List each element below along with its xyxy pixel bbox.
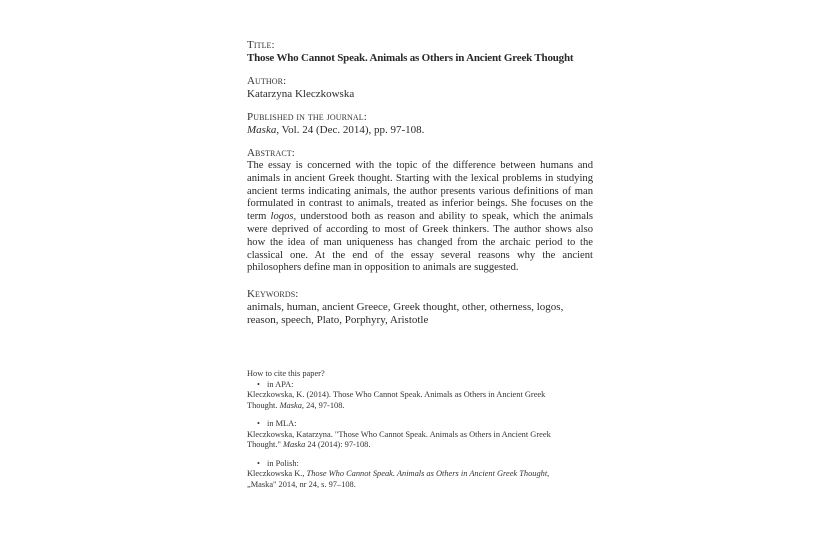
keywords-section xyxy=(247,288,593,327)
metadata-column xyxy=(247,39,593,327)
journal-citation xyxy=(247,124,593,137)
journal-name: Maska xyxy=(247,124,277,136)
abstract-body xyxy=(247,160,593,275)
author-section xyxy=(247,75,593,101)
abstract-label: Abstract: xyxy=(247,147,295,159)
citation-apa-label: • in APA: xyxy=(257,379,294,389)
abstract-section xyxy=(247,147,593,275)
bullet-icon: • xyxy=(257,379,260,389)
citation-mla-label: • in MLA: xyxy=(257,419,297,428)
citation-mla-text: Kleczkowska, Katarzyna. "Those Who Cannot Speak. Animals as Others in Ancient Greek Thought." Maska 24 (2014): 97-108. xyxy=(247,429,551,449)
journal-section xyxy=(247,111,593,137)
paper-title: Those Who Cannot Speak. Animals as Others in Ancient Greek Thought xyxy=(247,52,574,64)
author-label: Author: xyxy=(247,75,287,87)
title-label: Title: xyxy=(247,39,275,51)
citation-section xyxy=(247,369,577,498)
citation-polish-text: Kleczkowska K., Those Who Cannot Speak. Animals as Others in Ancient Greek Thought, „Maska" 2014, nr 24, s. 97–108. xyxy=(247,469,550,489)
citation-apa-text: Kleczkowska, K. (2014). Those Who Cannot Speak. Animals as Others in Ancient Greek Thought. Maska, 24, 97-108. xyxy=(247,390,546,410)
citation-polish-label: • in Polish: xyxy=(257,458,299,468)
abstract-part-2: , understood both as reason and ability to speak, which the animals were deprived of according to most of Greek thinkers. The author shows also how the idea of man uniqueness has changed from the archaic period to the classical one. At the end of the essay several reasons why the ancient philosophers define man in opposition to animals are suggested. xyxy=(247,211,594,274)
bullet-icon: • xyxy=(257,458,260,468)
journal-details: , Vol. 24 (Dec. 2014), pp. 97-108. xyxy=(276,124,425,136)
journal-label: Published in the journal: xyxy=(247,111,367,123)
keywords-list: animals, human, ancient Greece, Greek thought, other, otherness, logos, reason, speech, Plato, Porphyry, Aristotle xyxy=(247,301,564,327)
keywords-label: Keywords: xyxy=(247,288,299,301)
bullet-icon: • xyxy=(257,419,260,428)
abstract-term: logos xyxy=(270,211,294,223)
author-name: Katarzyna Kleczkowska xyxy=(247,88,355,100)
abstract-part-1: The essay is concerned with the topic of the difference between humans and animals in ancient Greek thought. Starting with the lexical problems in studying ancient terms indicating animals, the author presents various definitions of man formulated in contrast to animals, treated as inferior beings. She focuses on the term xyxy=(247,160,593,223)
title-section xyxy=(247,39,593,65)
citation-heading: How to cite this paper? xyxy=(247,369,325,378)
